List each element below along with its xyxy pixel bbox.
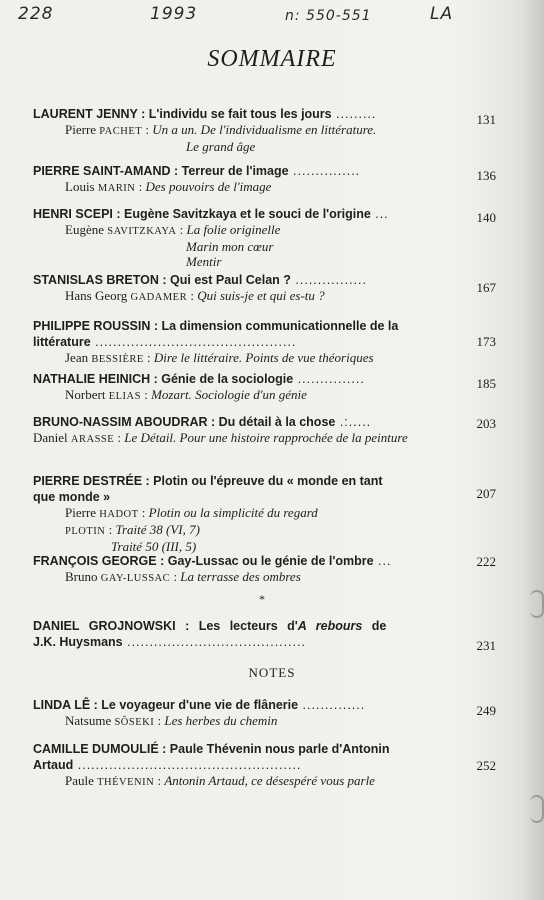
entry-title-continued: littérature bbox=[33, 335, 91, 349]
reviewed-work: La folie originelle bbox=[186, 222, 281, 237]
page-number: 167 bbox=[476, 280, 496, 295]
reviewed-work: Traité 50 (III, 5) bbox=[111, 539, 197, 554]
toc-entry: NATHALIE HEINICH : Génie de la sociologie ............... Norbert ELIAS : Mozart. Sociologie d'un génie bbox=[33, 372, 365, 402]
entry-author: LINDA LÊ bbox=[33, 698, 91, 712]
entry-title: : L'individu se fait tous les jours bbox=[137, 107, 332, 121]
page-number: 231 bbox=[476, 638, 496, 653]
toc-entry: STANISLAS BRETON : Qui est Paul Celan ? ................ Hans Georg GADAMER : Qui suis-je et qui es-tu ? bbox=[33, 273, 367, 303]
entry-author: FRANÇOIS GEORGE bbox=[33, 554, 157, 568]
toc-entry: BRUNO-NASSIM ABOUDRAR : Du détail à la chose .:..... Daniel ARASSE : Le Détail. Pour une histoire rapprochée de la peinture bbox=[33, 415, 408, 445]
toc-entry: LINDA LÊ : Le voyageur d'une vie de flânerie .............. Natsume SÔSEKI : Les herbes du chemin bbox=[33, 698, 366, 728]
entry-title-tail: de bbox=[362, 619, 387, 633]
entry-author: NATHALIE HEINICH bbox=[33, 372, 151, 386]
entry-title-italic: A rebours bbox=[297, 619, 363, 633]
reviewed-work: Un a un. De l'individualisme en littérature. bbox=[152, 122, 377, 137]
entry-author: LAURENT JENNY bbox=[33, 107, 138, 121]
page-edge-shadow bbox=[522, 0, 544, 900]
entry-title: : Eugène Savitzkaya et le souci de l'origine bbox=[112, 207, 371, 221]
toc-entry: PIERRE SAINT-AMAND : Terreur de l'image ............... Louis MARIN : Des pouvoirs de l'image bbox=[33, 164, 361, 194]
page-number: 173 bbox=[476, 334, 496, 349]
page-number: 203 bbox=[476, 416, 496, 431]
entry-title: : Gay-Lussac ou le génie de l'ombre bbox=[156, 554, 374, 568]
reviewed-work: Le Détail. Pour une histoire rapprochée de la peinture bbox=[124, 430, 408, 445]
handwritten-year: 1993 bbox=[150, 4, 198, 24]
page-number: 222 bbox=[476, 554, 496, 569]
reviewed-work: Le grand âge bbox=[186, 139, 256, 154]
reviewed-work: Traité 38 (VI, 7) bbox=[115, 522, 200, 537]
notes-heading: NOTES bbox=[248, 665, 296, 680]
entry-author: DANIEL GROJNOWSKI bbox=[33, 619, 176, 633]
reviewed-work: Antonin Artaud, ce désespéré vous parle bbox=[164, 773, 375, 788]
page-number: 252 bbox=[476, 758, 496, 773]
toc-entry: LAURENT JENNY : L'individu se fait tous les jours ......... Pierre PACHET : Un a un. De l'individualisme en littérature. Le grand âge bbox=[33, 106, 425, 154]
entry-title: : Plotin ou l'épreuve du « monde en tant bbox=[142, 474, 383, 488]
binder-clip bbox=[530, 795, 544, 823]
toc-entry: CAMILLE DUMOULIÉ : Paule Thévenin nous parle d'Antonin Artaud .................................................. Paule THÉVENIN : Antonin Artaud, ce désespéré vous parle bbox=[33, 742, 390, 788]
page-number: 249 bbox=[476, 703, 496, 718]
entry-title: : Paule Thévenin nous parle d'Antonin bbox=[158, 742, 390, 756]
entry-title-continued: Artaud bbox=[33, 758, 74, 772]
entry-title: : Le voyageur d'une vie de flânerie bbox=[90, 698, 299, 712]
reviewed-work: Dire le littéraire. Points de vue théoriques bbox=[153, 350, 374, 365]
entry-author: PIERRE SAINT-AMAND bbox=[33, 164, 171, 178]
entry-author: PHILIPPE ROUSSIN bbox=[33, 319, 151, 333]
toc-entry: FRANÇOIS GEORGE : Gay-Lussac ou le génie de l'ombre ... Bruno GAY-LUSSAC : La terrasse des ombres bbox=[33, 554, 392, 584]
entry-author: HENRI SCEPI bbox=[33, 207, 113, 221]
entry-title-continued: J.K. Huysmans bbox=[33, 635, 123, 649]
reviewed-work: Mentir bbox=[186, 254, 222, 269]
reviewed-work: Les herbes du chemin bbox=[164, 713, 278, 728]
reviewed-work: Des pouvoirs de l'image bbox=[145, 179, 272, 194]
page-number: 131 bbox=[476, 112, 496, 127]
binder-clip bbox=[530, 590, 544, 618]
toc-entry: PHILIPPE ROUSSIN : La dimension communicationnelle de la littérature ............................................. Jean BESSIÈRE : Dire le littéraire. Points de vue théoriques bbox=[33, 319, 399, 365]
section-separator: * bbox=[259, 592, 265, 606]
entry-author: BRUNO-NASSIM ABOUDRAR bbox=[33, 415, 208, 429]
page-number: 207 bbox=[476, 486, 496, 501]
handwritten-code: LA bbox=[430, 4, 454, 24]
reviewed-work: Qui suis-je et qui es-tu ? bbox=[197, 288, 325, 303]
toc-entry: PIERRE DESTRÉE : Plotin ou l'épreuve du « monde en tant que monde » Pierre HADOT : Plotin ou la simplicité du regard PLOTIN : Traité 38 (VI, 7) Traité 50 (III, 5) bbox=[33, 474, 383, 554]
handwritten-number: 228 bbox=[18, 4, 54, 24]
reviewed-work: La terrasse des ombres bbox=[180, 569, 301, 584]
page-number: 185 bbox=[476, 376, 496, 391]
entry-title: : Les lecteurs d' bbox=[175, 619, 298, 633]
entry-author: PIERRE DESTRÉE bbox=[33, 474, 143, 488]
page-number: 136 bbox=[476, 168, 496, 183]
page-title: SOMMAIRE bbox=[207, 46, 337, 72]
reviewed-work: Mozart. Sociologie d'un génie bbox=[151, 387, 307, 402]
entry-title: : Terreur de l'image bbox=[170, 164, 289, 178]
entry-title: : Qui est Paul Celan ? bbox=[158, 273, 291, 287]
entry-title-continued: que monde » bbox=[33, 490, 111, 504]
toc-entry: HENRI SCEPI : Eugène Savitzkaya et le souci de l'origine ... Eugène SAVITZKAYA : La folie originelle Marin mon cœur Mentir bbox=[33, 206, 425, 269]
page-number: 140 bbox=[476, 210, 496, 225]
entry-title: : Du détail à la chose bbox=[207, 415, 336, 429]
toc-entry: DANIEL GROJNOWSKI : Les lecteurs d'A rebours de J.K. Huysmans ........................................ bbox=[33, 619, 387, 649]
reviewed-work: Plotin ou la simplicité du regard bbox=[148, 505, 318, 520]
entry-title: : La dimension communicationnelle de la bbox=[150, 319, 399, 333]
handwritten-reference: n: 550-551 bbox=[285, 8, 372, 24]
entry-title: : Génie de la sociologie bbox=[150, 372, 294, 386]
entry-author: STANISLAS BRETON bbox=[33, 273, 159, 287]
reviewed-work: Marin mon cœur bbox=[186, 239, 274, 254]
entry-author: CAMILLE DUMOULIÉ bbox=[33, 742, 159, 756]
